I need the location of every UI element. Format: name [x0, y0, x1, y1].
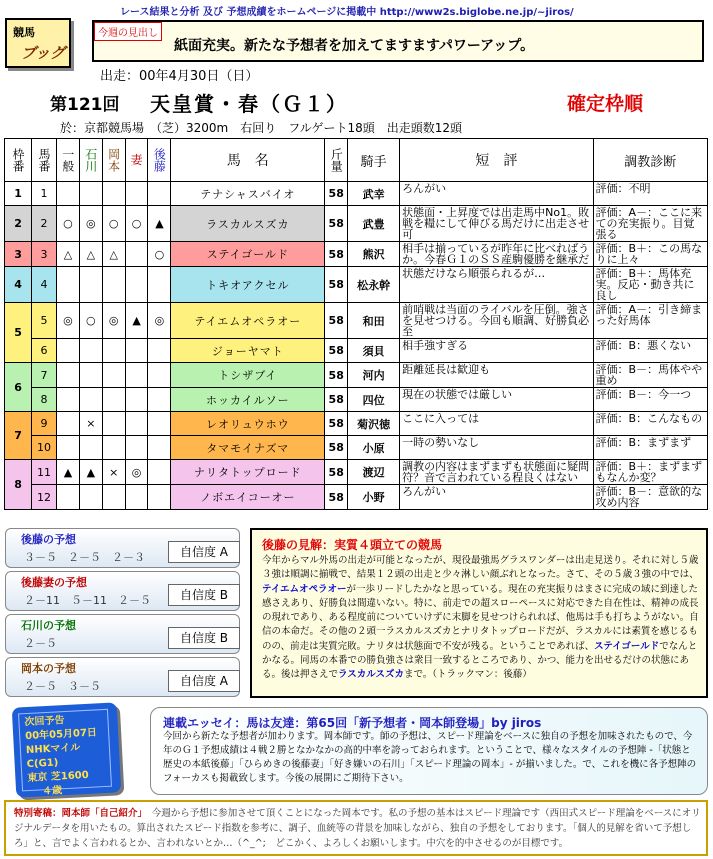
mark-cell [148, 436, 171, 460]
jockey-cell: 松永幹 [348, 267, 400, 303]
mark-cell [125, 388, 148, 412]
horse-name: タマモイナズマ [171, 436, 325, 460]
article-highlight: ステイゴールド [594, 640, 660, 652]
prediction-box [5, 657, 240, 697]
mark-cell [56, 339, 79, 363]
eval-cell: 評価：A－：引き締まった好馬体 [593, 303, 707, 339]
entry-table [4, 138, 708, 510]
weight-cell: 58 [325, 206, 348, 242]
mark-cell: ◎ [125, 460, 148, 485]
mark-cell [56, 363, 79, 388]
prediction-numbers: ２－５ ３－５ [24, 680, 101, 693]
jockey-cell: 四位 [348, 388, 400, 412]
mark-cell [125, 242, 148, 267]
mark-cell [148, 460, 171, 485]
uma-cell: 8 [32, 388, 57, 412]
mark-cell: × [79, 412, 102, 436]
weight-cell: 58 [325, 388, 348, 412]
prediction-title: 石川の予想 [21, 619, 76, 632]
uma-cell: 1 [32, 182, 57, 206]
waku-cell: 4 [5, 267, 32, 303]
horse-name: テイエムオペラオー [171, 303, 325, 339]
table-row [5, 412, 708, 436]
comment-cell: 相手強すぎる [400, 339, 593, 363]
eval-cell: 評価：B－：馬体やや重め [593, 363, 707, 388]
eval-cell: 評価：B：まずまず [593, 436, 707, 460]
col-eval: 調教診断 [593, 139, 707, 182]
jockey-cell: 武幸 [348, 182, 400, 206]
table-row [5, 363, 708, 388]
waku-cell: 3 [5, 242, 32, 267]
mark-cell [125, 339, 148, 363]
logo-top: 競馬 [13, 26, 35, 39]
uma-cell: 6 [32, 339, 57, 363]
table-row [5, 460, 708, 485]
table-row [5, 436, 708, 460]
mark-cell [56, 485, 79, 510]
next-title: 次回予告 [24, 715, 65, 729]
uma-cell: 7 [32, 363, 57, 388]
status-label: 確定枠順 [567, 93, 644, 115]
comment-cell: 一時の勢いなし [400, 436, 593, 460]
mark-cell [125, 436, 148, 460]
uma-cell: 5 [32, 303, 57, 339]
mark-cell: ○ [79, 303, 102, 339]
article-text: が一歩リードしたかなと思っている。現在の充実振りはまさに完成の域に到達した感さえあり、好勝負は間違いない。特に、前走での超スローペースに対応できた自在性は、精神の成長の現れであり、ある程度前についていけずに末脚を見せつけられれば、他馬は手も打ちようがない。自信の本命だ。その他の２頭一ラスカルスズカとナリタトップロードだが、ラスカルには素質を感じるものの、前走は実質完敗。ナリタは状態面で不安が残る。ということであれば、 [262, 583, 699, 652]
mark-cell [148, 412, 171, 436]
table-row [5, 388, 708, 412]
table-row [5, 182, 708, 206]
eval-cell: 評価：B－：意欲的な攻め内容 [593, 485, 707, 510]
comment-cell: 距離延長は歓迎も [400, 363, 593, 388]
mark-cell: ▲ [148, 206, 171, 242]
venue-info: 於：京都競馬場 （芝）3200m 右回り フルゲート18頭 出走頭数12頭 [60, 121, 463, 135]
comment-cell: 調教の内容はまずまずも状態面に疑問符？音で言われている程良くはない [400, 460, 593, 485]
mark-cell [79, 485, 102, 510]
mark-cell [56, 388, 79, 412]
weight-cell: 58 [325, 436, 348, 460]
weight-cell: 58 [325, 242, 348, 267]
table-row [5, 485, 708, 510]
essay-body: 今回から新たな予想者が加わります。岡本師です。師の予想は、スピード理論をベースに独自の予想を加味されたもので、今年のＧ１予想成績は４戦２勝となかなかの高的中率を誇っておられます。ということで、様々なスタイルの予想陣 -「状態と歴史の本紙後藤」「ひらめきの後藤妻」「好き嫌いの石川」「スピード理論の岡本」- が揃いました。で、これを機に各予想陣のフォーカスも掲載致します。今後の展開にご期待下さい。 [163, 731, 697, 784]
eval-cell: 評価：B＋：この馬なりに上々 [593, 242, 707, 267]
weight-cell: 58 [325, 460, 348, 485]
jockey-cell: 小原 [348, 436, 400, 460]
table-row [5, 242, 708, 267]
uma-cell: 3 [32, 242, 57, 267]
comment-cell: 相手は揃っているが昨年に比べればう か。今春Ｇ１のＳＳ産駒優勝を継承だ [400, 242, 593, 267]
mark-cell: ▲ [56, 460, 79, 485]
comment-cell: 前哨戦は当面のライバルを圧倒。強さを見せつける。今回も順調、好勝負必至 [400, 303, 593, 339]
mark-cell: ◎ [56, 303, 79, 339]
logo-main: ブッグ [21, 44, 65, 62]
race-date: 出走：00年4月30日（日） [100, 69, 259, 84]
waku-cell: 6 [5, 363, 32, 412]
special-title: 特別寄稿：岡本師「自己紹介」 [14, 808, 143, 819]
weight-cell: 58 [325, 182, 348, 206]
essay-box [150, 707, 708, 795]
article-text: まで。（トラックマン：後藤） [403, 669, 532, 681]
article-box [250, 528, 708, 698]
table-row [5, 339, 708, 363]
horse-name: ナリタトップロード [171, 460, 325, 485]
horse-name: トキオアクセル [171, 267, 325, 303]
top-banner: レース結果と分析 及び 予想成績をホームページに掲載中 http://www2s.biglobe.ne.jp/~jiros/ [120, 7, 574, 18]
eval-cell: 評価：B＋：まずまずもなんか変？ [593, 460, 707, 485]
mark-cell [102, 267, 125, 303]
prediction-numbers: ２－11 ５－11 ２－５ [24, 594, 151, 607]
col-uma: 馬番 [32, 139, 57, 182]
eval-cell: 評価：不明 [593, 182, 707, 206]
mark-cell [148, 339, 171, 363]
mark-cell [102, 412, 125, 436]
mark-cell [102, 339, 125, 363]
mark-cell [148, 182, 171, 206]
eval-cell: 評価：A－：ここに来ての充実振り。目覚張る [593, 206, 707, 242]
comment-cell: ろんがい [400, 182, 593, 206]
mark-cell: ○ [56, 206, 79, 242]
jockey-cell: 熊沢 [348, 242, 400, 267]
col-ippan: 一般 [56, 139, 79, 182]
mark-cell: △ [102, 242, 125, 267]
uma-cell: 10 [32, 436, 57, 460]
mark-cell [79, 339, 102, 363]
waku-cell: 7 [5, 412, 32, 460]
mark-cell [148, 388, 171, 412]
jockey-cell: 河内 [348, 363, 400, 388]
comment-cell: ろんがい [400, 485, 593, 510]
mark-cell [125, 182, 148, 206]
uma-cell: 4 [32, 267, 57, 303]
comment-cell: 状態面・上昇度では出走馬中No1。敗戦を糧にして伸びる馬だけに出走させ可 [400, 206, 593, 242]
confidence-label: 自信度 B [168, 584, 240, 606]
horse-name: ジョーヤマト [171, 339, 325, 363]
eval-cell: 評価：B：悪くない [593, 339, 707, 363]
col-okamoto: 岡本 [102, 139, 125, 182]
mark-cell [148, 485, 171, 510]
mark-cell [56, 267, 79, 303]
article-text: でなんとかなる。同馬の本番での勝負強さは衆目一致するところであり、かつ、能力を出せるだけの状態にある。後は押さえで [262, 640, 698, 681]
mark-cell [56, 436, 79, 460]
jockey-cell: 須貝 [348, 339, 400, 363]
article-highlight: ラスカルスズカ [338, 669, 404, 681]
horse-name: テナシャスバイオ [171, 182, 325, 206]
mark-cell [56, 412, 79, 436]
next-race: NHKマイルC(G1) [25, 742, 81, 771]
waku-cell: 8 [5, 460, 32, 510]
next-age: ４歳 [41, 785, 63, 798]
col-waku: 枠番 [5, 139, 32, 182]
article-title: 後藤の見解：実質４頭立ての競馬 [262, 538, 443, 552]
horse-name: ラスカルスズカ [171, 206, 325, 242]
article-text: 今年からマル外馬の出走が可能となったが、現役最強馬グラスワンダーは出走見送り。それに対し５歳３強は順調に揃戦で、結果１２頭の出走と少々淋しい顔ぶれとなった。さて、その５歳３強の中では、 [262, 555, 699, 581]
prediction-box [5, 571, 240, 611]
mark-cell: ▲ [125, 303, 148, 339]
col-jockey: 騎手 [348, 139, 400, 182]
next-course: 東京 芝1600 [27, 769, 89, 785]
mark-cell [125, 267, 148, 303]
weight-cell: 58 [325, 303, 348, 339]
mark-cell [102, 436, 125, 460]
prediction-box [5, 528, 240, 568]
uma-cell: 9 [32, 412, 57, 436]
headline-tag: 今週の見出し [94, 22, 162, 41]
mark-cell [79, 267, 102, 303]
comment-cell: 現在の状態では厳しい [400, 388, 593, 412]
jockey-cell: 渡辺 [348, 460, 400, 485]
waku-cell: 5 [5, 303, 32, 363]
col-ishikawa: 石川 [79, 139, 102, 182]
mark-cell [79, 388, 102, 412]
prediction-box [5, 614, 240, 654]
confidence-label: 自信度 B [168, 627, 240, 649]
mark-cell [102, 363, 125, 388]
weight-cell: 58 [325, 267, 348, 303]
eval-cell: 評価：B：こんなもの [593, 412, 707, 436]
weight-cell: 58 [325, 339, 348, 363]
jockey-cell: 菊沢徳 [348, 412, 400, 436]
mark-cell: × [102, 460, 125, 485]
special-contribution [4, 800, 708, 856]
horse-name: ノボエイコーオー [171, 485, 325, 510]
mark-cell [125, 412, 148, 436]
race-name: 天皇賞・春（Ｇ１） [150, 92, 348, 116]
mark-cell: △ [56, 242, 79, 267]
mark-cell [102, 485, 125, 510]
mark-cell [56, 182, 79, 206]
comment-cell: 状態だけなら順張られるが… [400, 267, 593, 303]
horse-name: レオリュウホウ [171, 412, 325, 436]
special-body: 今週から予想に参加させて頂くことになった岡本です。私の予想の基本はスピード理論です（西田式スピード理論をベースにオリジナルデータを用いたもの。算出されたスピード指数を参考に、調子、血統等の背景を加味しながら、独自の予想をしております。「個人的見解を省いて予想しろ」と、言でよく言われるとか、言われないとか…（^_^; どこかく、よろしくお願いします。中穴を的中させるのが目標です。 [14, 808, 701, 849]
mark-cell: ○ [125, 206, 148, 242]
mark-cell: ◎ [148, 303, 171, 339]
horse-name: トシザブイ [171, 363, 325, 388]
table-row [5, 267, 708, 303]
prediction-title: 後藤妻の予想 [21, 576, 87, 589]
prediction-title: 後藤の予想 [21, 533, 76, 546]
horse-name: ステイゴールド [171, 242, 325, 267]
mark-cell: ○ [148, 242, 171, 267]
next-date: 00年05月07日 [24, 727, 98, 743]
race-number: 第121回 [50, 95, 120, 115]
jockey-cell: 武豊 [348, 206, 400, 242]
prediction-numbers: ３－５ ２－５ ２－３ [24, 551, 145, 564]
uma-cell: 2 [32, 206, 57, 242]
mark-cell [79, 182, 102, 206]
col-name: 馬 名 [171, 139, 325, 182]
logo [5, 18, 71, 68]
mark-cell: ○ [102, 206, 125, 242]
mark-cell: ◎ [102, 303, 125, 339]
mark-cell [102, 182, 125, 206]
mark-cell [148, 363, 171, 388]
horse-name: ホッカイルソー [171, 388, 325, 412]
eval-cell: 評価：B－：今一つ [593, 388, 707, 412]
article-highlight: テイエムオペラオー [262, 583, 347, 595]
mark-cell [79, 436, 102, 460]
table-row [5, 206, 708, 242]
prediction-title: 岡本の予想 [21, 662, 76, 675]
confidence-label: 自信度 A [168, 670, 240, 692]
mark-cell [102, 388, 125, 412]
col-comment: 短 評 [400, 139, 593, 182]
waku-cell: 1 [5, 182, 32, 206]
eval-cell: 評価：B＋：馬体充実。反応・動き共に良し [593, 267, 707, 303]
col-tsuma: 妻 [125, 139, 148, 182]
weight-cell: 58 [325, 485, 348, 510]
prediction-numbers: ２－５ [24, 637, 57, 650]
mark-cell [125, 485, 148, 510]
headline-box [92, 20, 704, 62]
uma-cell: 12 [32, 485, 57, 510]
jockey-cell: 和田 [348, 303, 400, 339]
mark-cell: ◎ [79, 206, 102, 242]
mark-cell: △ [79, 242, 102, 267]
table-row [5, 303, 708, 339]
mark-cell: ▲ [79, 460, 102, 485]
mark-cell [148, 267, 171, 303]
uma-cell: 11 [32, 460, 57, 485]
confidence-label: 自信度 A [168, 541, 240, 563]
article-body [262, 554, 702, 683]
headline-text: 紙面充実。新たな予想者を加えてますますパワーアップ。 [174, 38, 535, 54]
comment-cell: ここに入っては [400, 412, 593, 436]
next-race-notice [12, 702, 122, 797]
weight-cell: 58 [325, 363, 348, 388]
mark-cell [79, 363, 102, 388]
weight-cell: 58 [325, 412, 348, 436]
col-goto: 後藤 [148, 139, 171, 182]
essay-title: 連載エッセイ：馬は友達：第65回「新予想者・岡本師登場」by jiros [163, 716, 542, 730]
jockey-cell: 小野 [348, 485, 400, 510]
mark-cell [125, 363, 148, 388]
waku-cell: 2 [5, 206, 32, 242]
col-kin: 斤量 [325, 139, 348, 182]
